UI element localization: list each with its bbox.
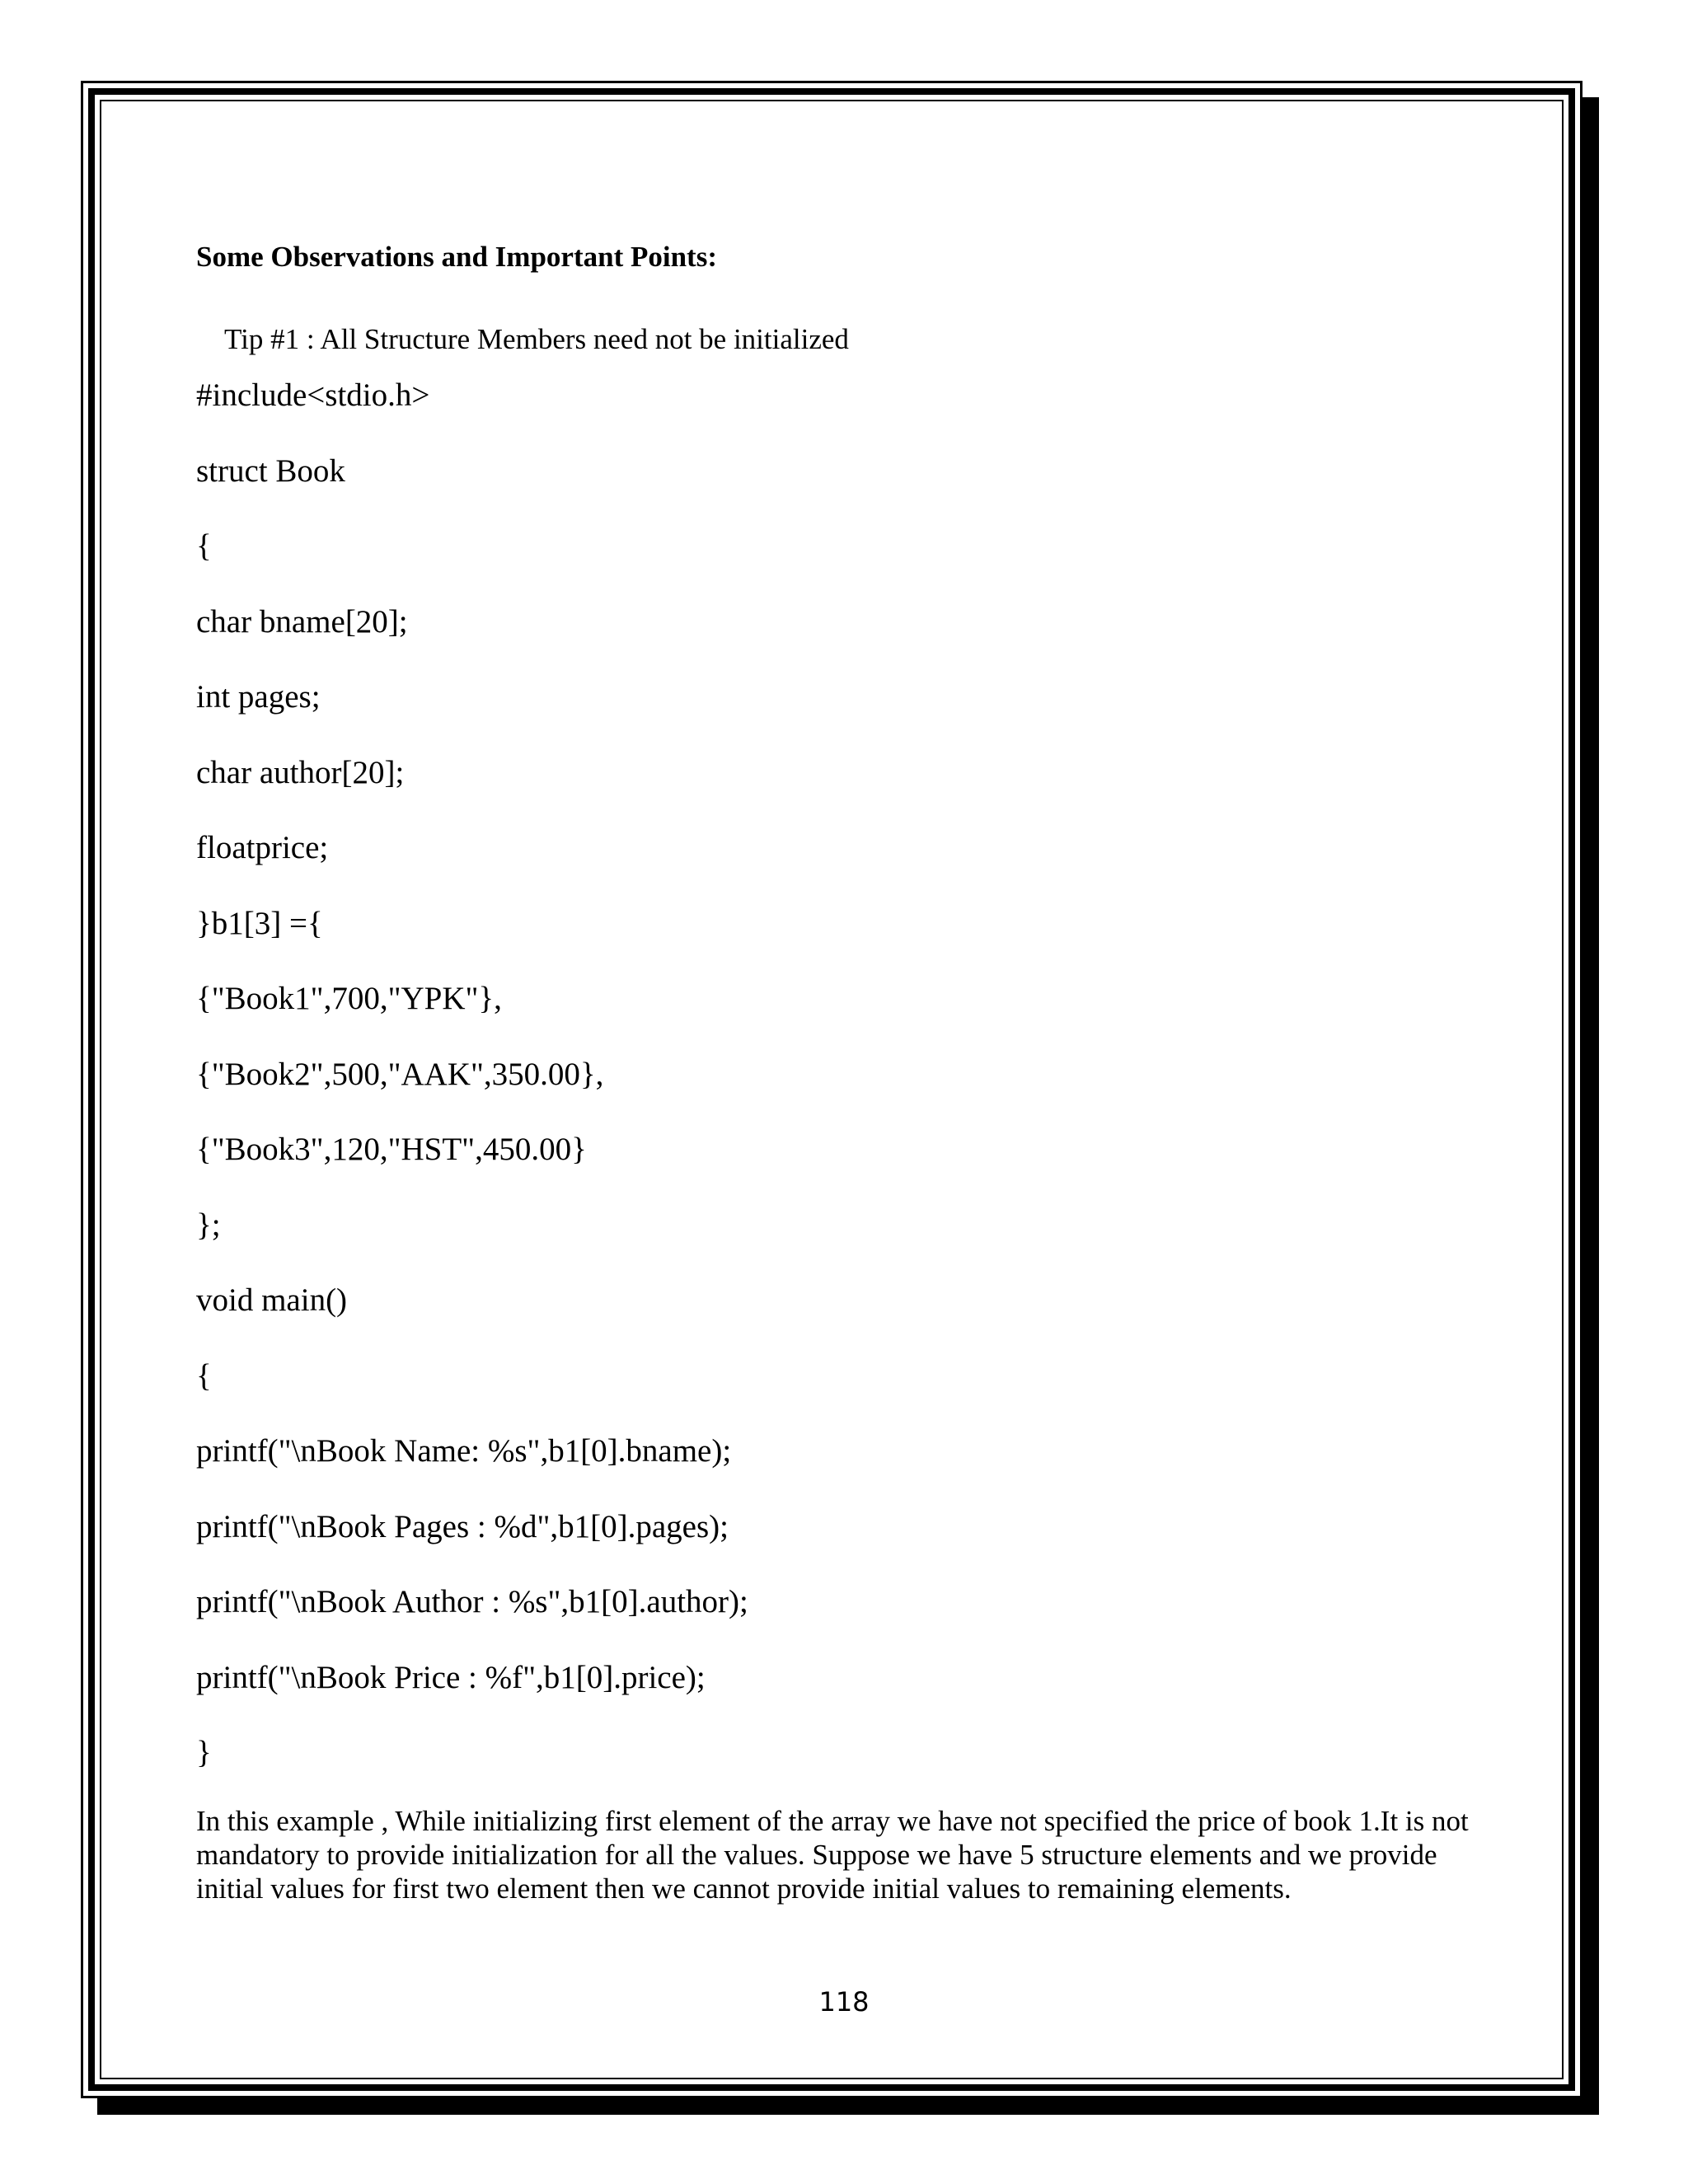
code-line: struct Book xyxy=(196,452,345,489)
code-line: floatprice; xyxy=(196,830,329,865)
code-line: { xyxy=(196,1357,212,1394)
code-line: char bname[20]; xyxy=(196,603,408,640)
code-line: printf("\nBook Pages : %d",b1[0].pages); xyxy=(196,1508,729,1544)
page-content xyxy=(196,239,1482,1934)
code-line: #include<stdio.h> xyxy=(196,377,430,413)
code-line: int pages; xyxy=(196,679,321,715)
code-line: }; xyxy=(196,1207,221,1243)
code-line: {"Book1",700,"YPK"}, xyxy=(196,981,502,1016)
section-heading: Some Observations and Important Points: xyxy=(196,241,717,273)
code-line: }b1[3] ={ xyxy=(196,905,323,941)
code-listing xyxy=(196,376,1482,1809)
code-line: char author[20]; xyxy=(196,754,405,790)
page-number: 118 xyxy=(818,1986,870,2018)
explanation-paragraph: In this example , While initializing first element of the array we have not specified the price of book 1.It is not mandatory to provide initialization for all the values. Suppose we have 5 structure elements and we provide initial values for first two element then we cannot provide initial values to remaining elements. xyxy=(196,1804,1469,1905)
code-line: void main() xyxy=(196,1282,348,1318)
code-line: printf("\nBook Author : %s",b1[0].author); xyxy=(196,1584,748,1619)
code-line: { xyxy=(196,528,212,564)
code-line: printf("\nBook Price : %f",b1[0].price); xyxy=(196,1659,706,1695)
tip-text: Tip #1 : All Structure Members need not be initialized xyxy=(224,323,849,355)
code-line: {"Book3",120,"HST",450.00} xyxy=(196,1132,587,1167)
code-line: {"Book2",500,"AAK",350.00}, xyxy=(196,1056,604,1092)
code-line: printf("\nBook Name: %s",b1[0].bname); xyxy=(196,1433,732,1469)
code-line: } xyxy=(196,1735,212,1770)
